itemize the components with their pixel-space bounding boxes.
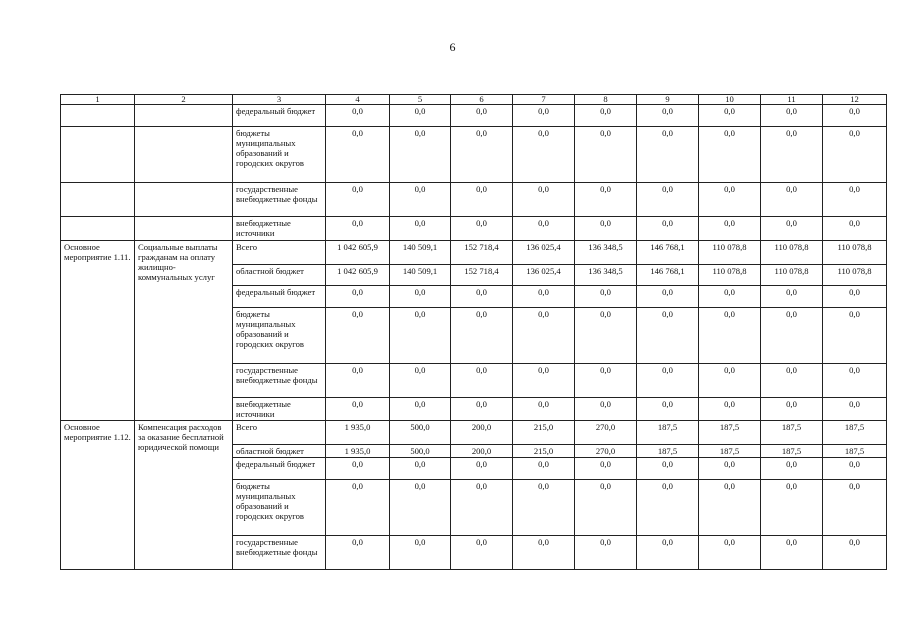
value-cell: 0,0 bbox=[326, 183, 390, 217]
value-cell: 0,0 bbox=[575, 536, 637, 570]
value-cell: 0,0 bbox=[451, 398, 513, 421]
value-cell: 0,0 bbox=[575, 364, 637, 398]
value-cell: 0,0 bbox=[390, 183, 451, 217]
page-number: 6 bbox=[449, 40, 456, 54]
value-cell: 146 768,1 bbox=[637, 265, 699, 286]
value-cell: 136 348,5 bbox=[575, 265, 637, 286]
activity-code-cell bbox=[61, 127, 135, 183]
value-cell: 0,0 bbox=[451, 183, 513, 217]
value-cell: 1 935,0 bbox=[326, 445, 390, 458]
funding-source-cell: внебюджетные источники bbox=[233, 217, 326, 241]
value-cell: 0,0 bbox=[823, 536, 887, 570]
funding-source-cell: Всего bbox=[233, 421, 326, 445]
table-row bbox=[61, 105, 887, 127]
value-cell: 0,0 bbox=[823, 398, 887, 421]
value-cell: 0,0 bbox=[823, 458, 887, 480]
value-cell: 187,5 bbox=[761, 445, 823, 458]
value-cell: 0,0 bbox=[637, 286, 699, 308]
value-cell: 0,0 bbox=[326, 127, 390, 183]
value-cell: 0,0 bbox=[513, 398, 575, 421]
value-cell: 200,0 bbox=[451, 445, 513, 458]
value-cell: 187,5 bbox=[823, 421, 887, 445]
column-header: 9 bbox=[637, 95, 699, 105]
funding-source-cell: областной бюджет bbox=[233, 445, 326, 458]
value-cell: 0,0 bbox=[699, 183, 761, 217]
value-cell: 0,0 bbox=[451, 308, 513, 364]
value-cell: 0,0 bbox=[823, 364, 887, 398]
value-cell: 0,0 bbox=[823, 217, 887, 241]
funding-source-cell: государственные внебюджетные фонды bbox=[233, 364, 326, 398]
activity-name-cell bbox=[135, 105, 233, 127]
value-cell: 0,0 bbox=[761, 183, 823, 217]
value-cell: 140 509,1 bbox=[390, 265, 451, 286]
value-cell: 0,0 bbox=[637, 458, 699, 480]
value-cell: 0,0 bbox=[575, 127, 637, 183]
value-cell: 0,0 bbox=[575, 183, 637, 217]
activity-code-cell bbox=[61, 105, 135, 127]
activity-name-cell bbox=[135, 183, 233, 217]
value-cell: 146 768,1 bbox=[637, 241, 699, 265]
value-cell: 0,0 bbox=[761, 308, 823, 364]
value-cell: 0,0 bbox=[699, 217, 761, 241]
table-row bbox=[61, 217, 887, 241]
value-cell: 110 078,8 bbox=[699, 241, 761, 265]
value-cell: 0,0 bbox=[637, 364, 699, 398]
funding-source-cell: Всего bbox=[233, 241, 326, 265]
value-cell: 110 078,8 bbox=[823, 265, 887, 286]
value-cell: 0,0 bbox=[390, 308, 451, 364]
value-cell: 136 025,4 bbox=[513, 265, 575, 286]
value-cell: 0,0 bbox=[699, 105, 761, 127]
value-cell: 0,0 bbox=[699, 127, 761, 183]
value-cell: 0,0 bbox=[390, 286, 451, 308]
value-cell: 0,0 bbox=[637, 480, 699, 536]
value-cell: 0,0 bbox=[390, 364, 451, 398]
value-cell: 0,0 bbox=[513, 183, 575, 217]
value-cell: 187,5 bbox=[637, 421, 699, 445]
funding-source-cell: государственные внебюджетные фонды bbox=[233, 183, 326, 217]
value-cell: 0,0 bbox=[637, 308, 699, 364]
activity-code-cell: Основное мероприятие 1.11. bbox=[61, 241, 135, 421]
value-cell: 0,0 bbox=[326, 458, 390, 480]
column-header: 7 bbox=[513, 95, 575, 105]
value-cell: 0,0 bbox=[326, 308, 390, 364]
value-cell: 270,0 bbox=[575, 445, 637, 458]
column-header: 12 bbox=[823, 95, 887, 105]
funding-source-cell: областной бюджет bbox=[233, 265, 326, 286]
funding-source-cell: федеральный бюджет bbox=[233, 458, 326, 480]
value-cell: 0,0 bbox=[761, 286, 823, 308]
table-row bbox=[61, 127, 887, 183]
funding-source-cell: федеральный бюджет bbox=[233, 286, 326, 308]
activity-code-cell: Основное мероприятие 1.12. bbox=[61, 421, 135, 570]
value-cell: 0,0 bbox=[390, 127, 451, 183]
value-cell: 0,0 bbox=[761, 536, 823, 570]
value-cell: 0,0 bbox=[513, 308, 575, 364]
value-cell: 215,0 bbox=[513, 445, 575, 458]
column-header: 2 bbox=[135, 95, 233, 105]
column-header: 5 bbox=[390, 95, 451, 105]
value-cell: 0,0 bbox=[326, 364, 390, 398]
value-cell: 140 509,1 bbox=[390, 241, 451, 265]
value-cell: 0,0 bbox=[637, 105, 699, 127]
value-cell: 0,0 bbox=[513, 127, 575, 183]
value-cell: 0,0 bbox=[451, 217, 513, 241]
value-cell: 0,0 bbox=[390, 480, 451, 536]
value-cell: 0,0 bbox=[761, 105, 823, 127]
value-cell: 0,0 bbox=[575, 458, 637, 480]
value-cell: 0,0 bbox=[513, 105, 575, 127]
value-cell: 0,0 bbox=[823, 105, 887, 127]
value-cell: 110 078,8 bbox=[761, 241, 823, 265]
value-cell: 152 718,4 bbox=[451, 265, 513, 286]
value-cell: 200,0 bbox=[451, 421, 513, 445]
value-cell: 0,0 bbox=[451, 127, 513, 183]
value-cell: 0,0 bbox=[326, 217, 390, 241]
value-cell: 0,0 bbox=[513, 217, 575, 241]
value-cell: 0,0 bbox=[699, 308, 761, 364]
column-header: 3 bbox=[233, 95, 326, 105]
value-cell: 0,0 bbox=[451, 286, 513, 308]
funding-source-cell: внебюджетные источники bbox=[233, 398, 326, 421]
value-cell: 0,0 bbox=[326, 536, 390, 570]
value-cell: 500,0 bbox=[390, 445, 451, 458]
value-cell: 0,0 bbox=[823, 183, 887, 217]
value-cell: 110 078,8 bbox=[823, 241, 887, 265]
value-cell: 0,0 bbox=[637, 536, 699, 570]
activity-name-cell bbox=[135, 217, 233, 241]
value-cell: 0,0 bbox=[637, 398, 699, 421]
column-header: 10 bbox=[699, 95, 761, 105]
value-cell: 0,0 bbox=[637, 127, 699, 183]
value-cell: 0,0 bbox=[575, 308, 637, 364]
value-cell: 110 078,8 bbox=[761, 265, 823, 286]
value-cell: 0,0 bbox=[761, 364, 823, 398]
value-cell: 0,0 bbox=[761, 398, 823, 421]
value-cell: 0,0 bbox=[575, 105, 637, 127]
value-cell: 0,0 bbox=[823, 286, 887, 308]
value-cell: 0,0 bbox=[699, 536, 761, 570]
value-cell: 0,0 bbox=[575, 480, 637, 536]
value-cell: 1 042 605,9 bbox=[326, 241, 390, 265]
value-cell: 0,0 bbox=[637, 217, 699, 241]
value-cell: 0,0 bbox=[761, 458, 823, 480]
funding-source-cell: федеральный бюджет bbox=[233, 105, 326, 127]
table-row bbox=[61, 421, 887, 445]
value-cell: 0,0 bbox=[390, 105, 451, 127]
column-header: 1 bbox=[61, 95, 135, 105]
activity-name-cell: Компенсация расходов за оказание бесплатной юридической помощи bbox=[135, 421, 233, 570]
value-cell: 187,5 bbox=[699, 445, 761, 458]
value-cell: 0,0 bbox=[575, 217, 637, 241]
funding-source-cell: государственные внебюджетные фонды bbox=[233, 536, 326, 570]
value-cell: 0,0 bbox=[513, 536, 575, 570]
value-cell: 0,0 bbox=[326, 286, 390, 308]
value-cell: 0,0 bbox=[451, 480, 513, 536]
value-cell: 187,5 bbox=[699, 421, 761, 445]
value-cell: 0,0 bbox=[390, 217, 451, 241]
value-cell: 0,0 bbox=[823, 127, 887, 183]
value-cell: 0,0 bbox=[823, 308, 887, 364]
value-cell: 0,0 bbox=[761, 127, 823, 183]
value-cell: 215,0 bbox=[513, 421, 575, 445]
value-cell: 0,0 bbox=[699, 286, 761, 308]
value-cell: 0,0 bbox=[761, 480, 823, 536]
value-cell: 0,0 bbox=[575, 398, 637, 421]
value-cell: 0,0 bbox=[390, 398, 451, 421]
column-header: 4 bbox=[326, 95, 390, 105]
value-cell: 0,0 bbox=[513, 286, 575, 308]
value-cell: 0,0 bbox=[451, 364, 513, 398]
value-cell: 0,0 bbox=[637, 183, 699, 217]
activity-code-cell bbox=[61, 217, 135, 241]
column-header: 6 bbox=[451, 95, 513, 105]
value-cell: 152 718,4 bbox=[451, 241, 513, 265]
value-cell: 1 042 605,9 bbox=[326, 265, 390, 286]
value-cell: 0,0 bbox=[699, 398, 761, 421]
funding-source-cell: бюджеты муниципальных образований и городских округов bbox=[233, 127, 326, 183]
value-cell: 0,0 bbox=[390, 458, 451, 480]
value-cell: 0,0 bbox=[699, 480, 761, 536]
value-cell: 0,0 bbox=[326, 105, 390, 127]
activity-name-cell bbox=[135, 127, 233, 183]
value-cell: 0,0 bbox=[699, 458, 761, 480]
value-cell: 187,5 bbox=[637, 445, 699, 458]
value-cell: 0,0 bbox=[326, 398, 390, 421]
value-cell: 0,0 bbox=[823, 480, 887, 536]
value-cell: 0,0 bbox=[451, 458, 513, 480]
header-row bbox=[61, 95, 887, 105]
column-header: 11 bbox=[761, 95, 823, 105]
value-cell: 270,0 bbox=[575, 421, 637, 445]
value-cell: 136 025,4 bbox=[513, 241, 575, 265]
value-cell: 0,0 bbox=[451, 105, 513, 127]
value-cell: 0,0 bbox=[513, 458, 575, 480]
value-cell: 110 078,8 bbox=[699, 265, 761, 286]
table-row bbox=[61, 241, 887, 265]
value-cell: 1 935,0 bbox=[326, 421, 390, 445]
value-cell: 187,5 bbox=[761, 421, 823, 445]
value-cell: 0,0 bbox=[451, 536, 513, 570]
value-cell: 0,0 bbox=[575, 286, 637, 308]
value-cell: 0,0 bbox=[390, 536, 451, 570]
value-cell: 136 348,5 bbox=[575, 241, 637, 265]
activity-name-cell: Социальные выплаты гражданам на оплату жилищно-коммунальных услуг bbox=[135, 241, 233, 421]
value-cell: 0,0 bbox=[513, 364, 575, 398]
value-cell: 0,0 bbox=[513, 480, 575, 536]
value-cell: 187,5 bbox=[823, 445, 887, 458]
funding-source-cell: бюджеты муниципальных образований и городских округов bbox=[233, 480, 326, 536]
value-cell: 0,0 bbox=[326, 480, 390, 536]
funding-source-cell: бюджеты муниципальных образований и городских округов bbox=[233, 308, 326, 364]
value-cell: 0,0 bbox=[761, 217, 823, 241]
value-cell: 500,0 bbox=[390, 421, 451, 445]
activity-code-cell bbox=[61, 183, 135, 217]
budget-table bbox=[60, 94, 887, 570]
value-cell: 0,0 bbox=[699, 364, 761, 398]
column-header: 8 bbox=[575, 95, 637, 105]
table-row bbox=[61, 183, 887, 217]
